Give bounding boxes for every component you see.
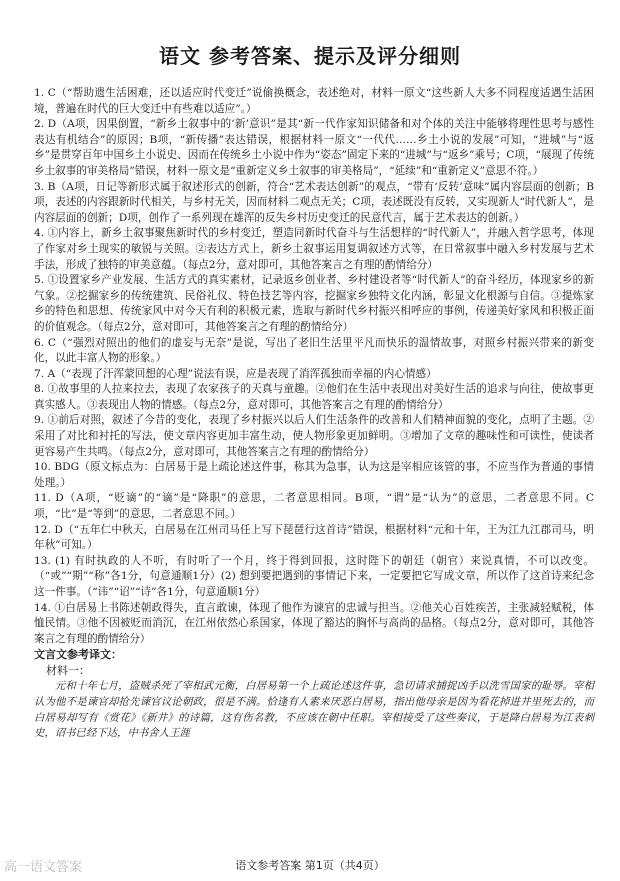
answer-item: 3. B（A项，日记等新形式属于叙述形式的创新，符合“艺术表达创新”的观点，“带有‘反转’意味”属内容层面的创新；B项，表述的内容跟新时代相关，与乡村无关，因而材料二观点无关；C项，表述既没有反转，又实现新人“时代新人”，是内容层面的创新；D项，创作了一系列现在雄浑的反失乡村历史变迁的民意代言，属于艺术表达的创新。） xyxy=(34,180,594,224)
answer-item: 14. ①白居易上书陈述朝政得失，直言敢谏，体现了他作为谏官的忠诚与担当。②他关心百姓疾苦，主张减轻赋税，体恤民情。③他不因被贬而消沉，在江州依然心系国家，体现了豁达的胸怀与高尚的品格。（每点2分，意对即可，其他答案言之有理的酌情给分） xyxy=(34,601,594,645)
page-title: 语文 参考答案、提示及评分细则 xyxy=(159,44,461,68)
answer-item: 6. C（“强烈对照出的他们的虚妄与无奈”是说，写出了老旧生活里平凡而快乐的温情故事，对照乡村振兴带来的新变化，以此丰富人物的形象。） xyxy=(34,336,594,365)
answer-item: 12. D（“五年仁中秋天，白居易在江州司马任上写下琵琶行这首诗”错误，根据材料“元和十年，王为江九江郡司马，明年秋”可知。） xyxy=(34,523,594,552)
answer-item: 9. ①前后对照，叙述了今昔的变化，表现了乡村振兴以后人们生活条件的改善和人们精神面貌的变化，点明了主题。②采用了对比和衬托的写法，使文章内容更加丰富生动，使人物形象更加鲜明。③增加了文章的趣味性和可读性，使读者更容易产生共鸣。（每点2分，意对即可，其他答案言之有理的酌情给分） xyxy=(34,414,594,458)
answer-item: 13. (1) 有时执政的人不听，有时听了一个月，终于得到回报，这时陛下的朝廷（朝官）来说真情，不可以改变。（“或”“期”“称”各1分，句意通顺1分）(2) 想到要把遇到的事情记下来，一定要把它写成文章，所以作了这首诗来纪念这一件事。（“讳”“诏”“诗”各1分，句意通顺1分） xyxy=(34,554,594,598)
answer-item: 11. D（A项，“贬谪”的“谪”是“降职”的意思，二者意思相同。B项，“谓”是“认为”的意思，二者意思不同。C项，“比”是“等到”的意思，二者意思不同。） xyxy=(34,492,594,521)
answer-item: 4. ①内容上，新乡土叙事聚焦新时代的乡村变迁，塑造同新时代奋斗与生活想样的“时代新人”，并融入哲学思考，体现了作家对乡土现实的敏锐与关照。②表达方式上，新乡土叙事运用复调叙述方式等，在日常叙事中融入乡村发展与艺术手法，形成了独特的审美意蕴。（每点2分，意对即可，其他答案言之有理的酌情给分） xyxy=(34,227,594,271)
watermark: 高一语文答案 xyxy=(4,860,83,875)
answer-item: 2. D（A项，因果倒置，“新乡土叙事中的‘新’意识”是其“新一代作家知识储备和对个体的关注中能够将理性思考与感性表达有机结合”的原因；B项，“新传播”表达错误，根据材料一原文“一代代……乡土小说的发展”可知，“进城”与“返乡”是贯穿百年中国乡土小说史、因而在传统乡土小说中作为“姿态”固定下来的“进城”与“返乡”乘号；C项，“展现了传统乡土叙事的审美格局”错误，材料一原文是“重新定义乡土叙事的审美格局”，“延续”和“重新定义”意思不符。） xyxy=(34,118,594,177)
translation-heading: 文言文参考译文： xyxy=(34,648,122,662)
translation-line: 因为看花掉进井里死去的，而白居易却写有《赏花》《新井》的诗篇，这有伤名教，不应该在朝中任职。宰相接受了这些奏议，于是降白居易为江表刺史，诏书已经下达，中书舍人王涯 xyxy=(34,695,595,740)
answer-item: 5. ①设置家乡产业发展、生活方式的真实素材，记录返乡创业者、乡村建设者等“时代新人”的奋斗经历，体现家乡的新气象。②挖掘家乡的传统建筑、民俗礼仪、特色技艺等内容，挖掘家乡独特文化内涵，彰显文化根源与自信。③提炼家乡的特色和思想、传统家风中对今天有利的积极元素，选取与新时代乡村振兴相呼应的事例，传递美好家风和积极正面的价值观念。（每点2分，意对即可，其他答案言之有理的酌情给分） xyxy=(34,274,594,333)
material-label: 材料一： xyxy=(46,664,90,678)
translation-line: 元和十年七月，盗贼杀死了宰相武元衡，白居易第一个上疏论述这件事，急切请求捕捉凶手以洗雪国家的耻辱。宰相认为他不是谏官却抢先谏官议论朝政，很是不满。恰逢有人素来厌恶白居易，指出他母亲是 xyxy=(34,680,594,708)
answer-item: 8. ①故事里的人拉来拉去，表现了农家孩子的天真与童趣。②他们在生活中表现出对美好生活的追求与向往，使故事更真实感人。③表现出人物的情感。（每点2分，意对即可，其他答案言之有理的酌情给分） xyxy=(34,383,594,411)
answer-item: 7. A（“表现了汗浑蒙回想的心理”说法有误，应是表现了消浑孤独而幸福的内心情感） xyxy=(34,367,437,380)
answer-item: 10. BDG（原文标点为：白居易于是上疏论述这件事，称其为急事，认为这是宰相应该管的事，不应当作为普通的事情处理。） xyxy=(34,461,594,489)
answer-list xyxy=(34,86,594,742)
page-footer: 语文参考答案 第1页（共4页） xyxy=(235,859,385,872)
answer-item: 1. C（“帮助遗生活困难，还以适应时代变迁”说偷换概念，表述绝对，材料一原文“这些新人大多不同程度适遇生活困境，普遍在时代的巨大变迁中有些难以适应”。） xyxy=(34,87,594,115)
translation-paragraph xyxy=(34,679,594,741)
